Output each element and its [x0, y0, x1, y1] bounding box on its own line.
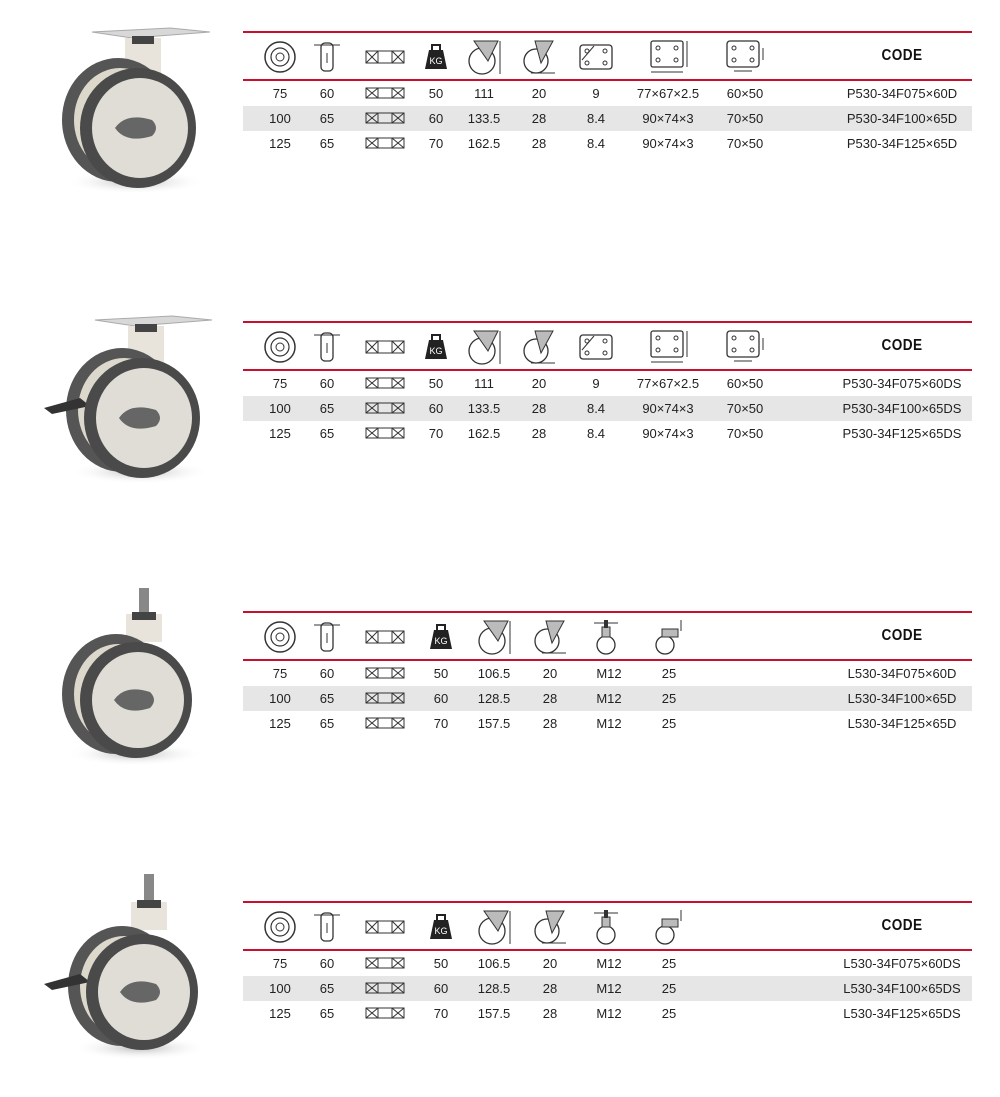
- icon-header-row: [243, 903, 972, 951]
- load-value: 60: [428, 111, 444, 126]
- thread-size-icon: [587, 909, 631, 945]
- offset-icon: [517, 39, 561, 75]
- bearing-icon: [363, 619, 407, 655]
- bearing-icon: [365, 427, 405, 442]
- product-code: L530-34F125×65DS: [843, 1006, 961, 1021]
- height-value: 128.5: [477, 691, 511, 706]
- offset-value: 28: [531, 426, 547, 441]
- height-value: 111: [474, 376, 494, 391]
- bolt-spacing-value: 70×50: [726, 426, 764, 441]
- svg-text:KG: KG: [434, 636, 448, 646]
- diameter-value: 100: [269, 401, 291, 416]
- width-value: 65: [319, 136, 335, 151]
- table-row: [243, 661, 972, 686]
- plate-size-value: 77×67×2.5: [636, 376, 700, 391]
- width-value: 65: [319, 111, 335, 126]
- stem-length-value: 25: [661, 716, 677, 731]
- product-section-1: [0, 20, 1000, 200]
- stem-length-icon: [647, 909, 691, 945]
- load-kg-icon: [414, 329, 458, 365]
- table-row: [243, 371, 972, 396]
- thread-size-value: M12: [596, 1006, 622, 1021]
- diameter-value: 75: [272, 956, 288, 971]
- wheel-diameter-icon: [258, 619, 302, 655]
- thread-size-icon: [587, 619, 631, 655]
- load-value: 70: [428, 426, 444, 441]
- product-code: L530-34F100×65DS: [843, 981, 961, 996]
- diameter-value: 125: [269, 426, 291, 441]
- bolt-spacing-value: 70×50: [726, 401, 764, 416]
- bearing-icon: [365, 692, 405, 707]
- load-value: 60: [433, 981, 449, 996]
- product-code: P530-34F125×65D: [846, 136, 958, 151]
- table-row: [243, 106, 972, 131]
- plate-size-value: 90×74×3: [642, 111, 694, 126]
- width-value: 65: [319, 691, 335, 706]
- height-value: 157.5: [477, 716, 511, 731]
- diameter-value: 125: [269, 136, 291, 151]
- table-row: [243, 1001, 972, 1026]
- spec-table-3: [243, 611, 972, 736]
- height-value: 106.5: [477, 956, 511, 971]
- load-value: 50: [433, 666, 449, 681]
- caster-stem-brake-image: [40, 872, 230, 1062]
- offset-value: 20: [542, 956, 558, 971]
- bearing-icon: [363, 329, 407, 365]
- spec-table-4: [243, 901, 972, 1026]
- width-value: 60: [319, 86, 335, 101]
- bolt-hole-value: 9: [592, 86, 600, 101]
- product-code: L530-34F075×60DS: [843, 956, 961, 971]
- wheel-diameter-icon: [258, 39, 302, 75]
- bolt-spacing-icon: [723, 39, 767, 75]
- icon-header-row: [243, 33, 972, 81]
- stem-length-icon: [647, 619, 691, 655]
- wheel-diameter-icon: [258, 909, 302, 945]
- caster-plate-brake-image: [40, 310, 230, 490]
- table-row: [243, 976, 972, 1001]
- overall-height-icon: [462, 329, 506, 365]
- bolt-hole-value: 8.4: [586, 401, 606, 416]
- plate-size-value: 77×67×2.5: [636, 86, 700, 101]
- caster-stem-image: [40, 586, 230, 771]
- width-value: 65: [319, 981, 335, 996]
- bearing-icon: [365, 402, 405, 417]
- bolt-hole-value: 8.4: [586, 111, 606, 126]
- load-value: 70: [433, 1006, 449, 1021]
- load-value: 70: [433, 716, 449, 731]
- width-value: 65: [319, 401, 335, 416]
- load-value: 60: [433, 691, 449, 706]
- bolt-hole-icon: [574, 329, 618, 365]
- offset-value: 28: [542, 1006, 558, 1021]
- diameter-value: 100: [269, 111, 291, 126]
- bearing-icon: [365, 112, 405, 127]
- offset-value: 20: [531, 376, 547, 391]
- product-code: P530-34F100×65D: [846, 111, 958, 126]
- diameter-value: 75: [272, 666, 288, 681]
- icon-header-row: [243, 613, 972, 661]
- width-value: 65: [319, 426, 335, 441]
- wheel-diameter-icon: [258, 329, 302, 365]
- bearing-icon: [365, 137, 405, 152]
- spec-table-2: [243, 321, 972, 446]
- offset-value: 20: [531, 86, 547, 101]
- table-row: [243, 396, 972, 421]
- code-header: CODE: [881, 337, 923, 354]
- svg-text:KG: KG: [434, 926, 448, 936]
- offset-icon: [528, 619, 572, 655]
- product-code: P530-34F125×65DS: [842, 426, 962, 441]
- product-code: L530-34F100×65D: [847, 691, 957, 706]
- diameter-value: 100: [269, 691, 291, 706]
- spec-table-1: [243, 31, 972, 156]
- load-kg-icon: [419, 619, 463, 655]
- bolt-hole-value: 8.4: [586, 426, 606, 441]
- stem-length-value: 25: [661, 666, 677, 681]
- width-value: 65: [319, 1006, 335, 1021]
- product-section-4: [0, 872, 1000, 1052]
- product-code: P530-34F100×65DS: [842, 401, 962, 416]
- table-row: [243, 81, 972, 106]
- height-value: 162.5: [467, 426, 501, 441]
- load-value: 50: [428, 86, 444, 101]
- wheel-width-icon: [305, 909, 349, 945]
- svg-text:KG: KG: [429, 56, 443, 66]
- height-value: 133.5: [467, 401, 501, 416]
- bearing-icon: [365, 982, 405, 997]
- product-code: P530-34F075×60D: [846, 86, 958, 101]
- thread-size-value: M12: [596, 691, 622, 706]
- svg-text:KG: KG: [429, 346, 443, 356]
- offset-value: 28: [531, 111, 547, 126]
- plate-size-value: 90×74×3: [642, 136, 694, 151]
- bearing-icon: [363, 909, 407, 945]
- height-value: 157.5: [477, 1006, 511, 1021]
- height-value: 133.5: [467, 111, 501, 126]
- bolt-spacing-value: 60×50: [726, 376, 764, 391]
- bolt-spacing-icon: [723, 329, 767, 365]
- bearing-icon: [365, 717, 405, 732]
- diameter-value: 100: [269, 981, 291, 996]
- product-section-2: [0, 310, 1000, 490]
- table-row: [243, 686, 972, 711]
- offset-value: 28: [542, 716, 558, 731]
- table-row: [243, 131, 972, 156]
- plate-size-value: 90×74×3: [642, 401, 694, 416]
- bearing-icon: [365, 377, 405, 392]
- bearing-icon: [365, 957, 405, 972]
- offset-icon: [528, 909, 572, 945]
- height-value: 106.5: [477, 666, 511, 681]
- product-code: L530-34F075×60D: [847, 666, 957, 681]
- plate-size-icon: [646, 329, 690, 365]
- width-value: 60: [319, 956, 335, 971]
- product-code: P530-34F075×60DS: [842, 376, 962, 391]
- plate-size-icon: [646, 39, 690, 75]
- offset-icon: [517, 329, 561, 365]
- width-value: 65: [319, 716, 335, 731]
- bolt-spacing-value: 70×50: [726, 136, 764, 151]
- thread-size-value: M12: [596, 666, 622, 681]
- table-row: [243, 711, 972, 736]
- bolt-spacing-value: 60×50: [726, 86, 764, 101]
- offset-value: 28: [542, 981, 558, 996]
- bearing-icon: [365, 667, 405, 682]
- width-value: 60: [319, 666, 335, 681]
- bearing-icon: [363, 39, 407, 75]
- offset-value: 28: [542, 691, 558, 706]
- wheel-width-icon: [305, 619, 349, 655]
- load-value: 60: [428, 401, 444, 416]
- product-section-3: [0, 586, 1000, 766]
- thread-size-value: M12: [596, 981, 622, 996]
- load-kg-icon: [414, 39, 458, 75]
- load-kg-icon: [419, 909, 463, 945]
- offset-value: 28: [531, 136, 547, 151]
- wheel-width-icon: [305, 329, 349, 365]
- diameter-value: 125: [269, 1006, 291, 1021]
- diameter-value: 75: [272, 376, 288, 391]
- thread-size-value: M12: [596, 956, 622, 971]
- code-header: CODE: [881, 917, 923, 934]
- stem-length-value: 25: [661, 956, 677, 971]
- icon-header-row: [243, 323, 972, 371]
- bearing-icon: [365, 1007, 405, 1022]
- bolt-hole-value: 9: [592, 376, 600, 391]
- thread-size-value: M12: [596, 716, 622, 731]
- plate-size-value: 90×74×3: [642, 426, 694, 441]
- bolt-hole-value: 8.4: [586, 136, 606, 151]
- load-value: 50: [428, 376, 444, 391]
- stem-length-value: 25: [661, 691, 677, 706]
- caster-plate-image: [40, 20, 230, 200]
- height-value: 128.5: [477, 981, 511, 996]
- stem-length-value: 25: [661, 981, 677, 996]
- code-header: CODE: [881, 47, 923, 64]
- offset-value: 28: [531, 401, 547, 416]
- offset-value: 20: [542, 666, 558, 681]
- diameter-value: 125: [269, 716, 291, 731]
- height-value: 162.5: [467, 136, 501, 151]
- wheel-width-icon: [305, 39, 349, 75]
- width-value: 60: [319, 376, 335, 391]
- diameter-value: 75: [272, 86, 288, 101]
- bearing-icon: [365, 87, 405, 102]
- product-code: L530-34F125×65D: [847, 716, 957, 731]
- bolt-spacing-value: 70×50: [726, 111, 764, 126]
- overall-height-icon: [472, 909, 516, 945]
- stem-length-value: 25: [661, 1006, 677, 1021]
- bolt-hole-icon: [574, 39, 618, 75]
- code-header: CODE: [881, 627, 923, 644]
- load-value: 70: [428, 136, 444, 151]
- overall-height-icon: [462, 39, 506, 75]
- height-value: 111: [474, 86, 494, 101]
- overall-height-icon: [472, 619, 516, 655]
- table-row: [243, 951, 972, 976]
- table-row: [243, 421, 972, 446]
- load-value: 50: [433, 956, 449, 971]
